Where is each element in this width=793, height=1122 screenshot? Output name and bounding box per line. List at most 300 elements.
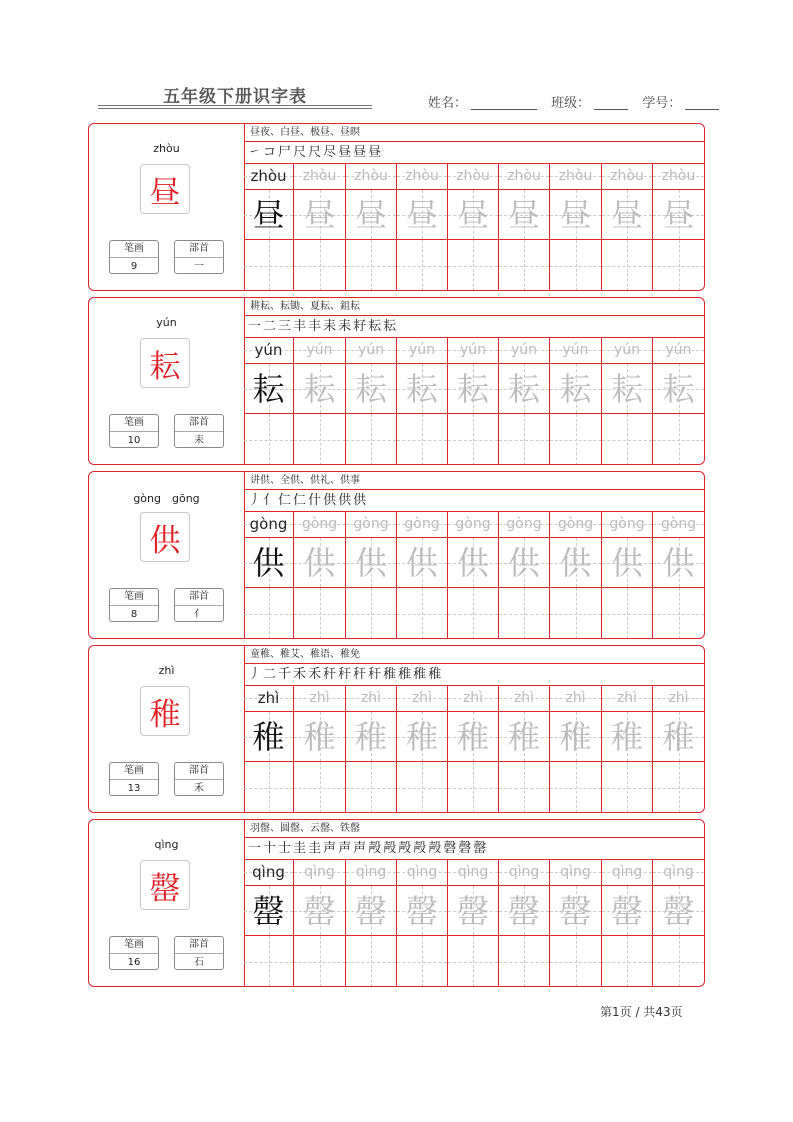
stroke-step: 耒 (323, 319, 337, 334)
pinyin-trace-cell (550, 512, 602, 538)
empty-writing-cell[interactable] (602, 240, 653, 291)
pinyin-model: qìng (252, 863, 285, 881)
main-character: 供 (140, 512, 190, 562)
name-label: 姓名： (428, 96, 468, 111)
empty-writing-cell[interactable] (294, 588, 346, 639)
character-model-cell (244, 190, 294, 240)
empty-writing-cell[interactable] (244, 762, 294, 813)
character-trace: 供 (610, 544, 643, 582)
stroke-step: 一 (248, 319, 262, 334)
character-trace-cell (448, 712, 499, 762)
stroke-count-value: 13 (127, 783, 141, 794)
class-blank[interactable] (594, 109, 628, 110)
stroke-step: 士 (278, 841, 292, 856)
class-label: 班级： (551, 96, 591, 111)
pinyin-trace: gòng (609, 516, 645, 532)
pinyin-trace-cell (602, 338, 653, 364)
character-model: 稚 (252, 718, 285, 756)
number-blank[interactable] (685, 109, 719, 110)
pinyin-trace-cell (448, 686, 499, 712)
radical-label: 部首 (175, 589, 223, 606)
pinyin-trace-cell (602, 512, 653, 538)
stroke-step: 殸 (398, 841, 412, 856)
radical-box (174, 936, 224, 970)
character-trace: 稚 (610, 718, 643, 756)
pinyin-trace: zhòu (354, 168, 388, 184)
character-trace: 耘 (507, 370, 540, 408)
character-trace-cell (602, 712, 653, 762)
empty-writing-cell[interactable] (499, 240, 550, 291)
character-info-panel (89, 646, 245, 812)
character-card (88, 819, 705, 987)
empty-writing-cell[interactable] (550, 588, 602, 639)
character-model-cell (244, 364, 294, 414)
character-trace-cell (346, 364, 397, 414)
pinyin-trace-cell (499, 164, 550, 190)
character-trace-cell (397, 190, 448, 240)
stroke-step: 声 (338, 841, 352, 856)
character-trace-cell (499, 538, 550, 588)
character-trace: 罄 (456, 892, 489, 930)
character-trace-cell (653, 190, 704, 240)
pinyin-trace: yún (510, 342, 538, 358)
empty-writing-cell[interactable] (244, 414, 294, 465)
empty-writing-cell[interactable] (448, 240, 499, 291)
stroke-step: 耘 (383, 319, 397, 334)
character-trace-cell (346, 712, 397, 762)
stroke-count-box (109, 936, 159, 970)
character-trace: 罄 (405, 892, 438, 930)
stroke-step: 千 (278, 667, 292, 682)
character-trace-cell (294, 712, 346, 762)
stroke-step: 禾 (308, 667, 322, 682)
stroke-step: 禾 (293, 667, 307, 682)
empty-writing-cell[interactable] (550, 936, 602, 987)
pinyin-trace: qìng (304, 864, 335, 880)
pinyin-trace-cell (653, 164, 704, 190)
stroke-step: 仁 (293, 493, 307, 508)
empty-writing-cell[interactable] (448, 588, 499, 639)
pinyin-model-cell (244, 338, 294, 364)
character-trace: 供 (405, 544, 438, 582)
stroke-order-row (244, 838, 704, 860)
character-card (88, 123, 705, 291)
character-trace: 稚 (405, 718, 438, 756)
empty-writing-cell[interactable] (499, 936, 550, 987)
pinyin-trace: zhì (616, 690, 638, 706)
pinyin-trace: yún (357, 342, 385, 358)
empty-writing-cell[interactable] (294, 414, 346, 465)
stroke-step: 供 (323, 493, 337, 508)
stroke-step: 什 (308, 493, 322, 508)
pinyin-trace: zhì (513, 690, 535, 706)
pinyin-trace: gòng (301, 516, 338, 532)
character-trace-cell (448, 538, 499, 588)
character-trace: 罄 (354, 892, 387, 930)
empty-writing-cell[interactable] (448, 414, 499, 465)
character-trace: 稚 (303, 718, 336, 756)
stroke-step: 尺 (308, 145, 322, 160)
empty-writing-cell[interactable] (448, 762, 499, 813)
character-trace: 罄 (662, 892, 695, 930)
pinyin-trace: zhì (360, 690, 382, 706)
pinyin-trace-cell (653, 860, 704, 886)
stroke-step: 圭 (308, 841, 322, 856)
empty-writing-cell[interactable] (499, 762, 550, 813)
pinyin-trace: qìng (663, 864, 694, 880)
stroke-step: 一 (248, 841, 262, 856)
empty-writing-cell[interactable] (653, 414, 704, 465)
character-trace-cell (499, 190, 550, 240)
pinyin-trace-cell (294, 338, 346, 364)
pinyin-trace: gòng (506, 516, 542, 532)
practice-panel (244, 298, 704, 464)
pinyin-trace: zhòu (456, 168, 490, 184)
character-trace: 昼 (610, 196, 643, 234)
pinyin-trace-cell (294, 686, 346, 712)
stroke-step: 稚 (413, 667, 427, 682)
pinyin-trace-cell (346, 164, 397, 190)
character-trace: 耘 (610, 370, 643, 408)
stroke-count-label: 笔画 (110, 241, 158, 258)
practice-panel (244, 820, 704, 986)
stroke-step: コ (263, 145, 277, 160)
character-trace: 供 (559, 544, 592, 582)
character-trace: 耘 (559, 370, 592, 408)
empty-writing-cell[interactable] (653, 936, 704, 987)
radical-value: 耒 (194, 435, 204, 446)
character-trace: 供 (303, 544, 336, 582)
empty-writing-cell[interactable] (448, 936, 499, 987)
pinyin-trace: gòng (557, 516, 594, 532)
empty-writing-cell[interactable] (397, 762, 448, 813)
pinyin-trace-cell (346, 860, 397, 886)
character-trace: 供 (507, 544, 540, 582)
empty-writing-cell[interactable] (653, 588, 704, 639)
pinyin-trace-cell (448, 338, 499, 364)
stroke-step: 耒 (338, 319, 352, 334)
stroke-order-row (244, 142, 704, 164)
stroke-step: 秆 (323, 667, 337, 682)
character-trace-cell (602, 886, 653, 936)
pinyin-model: yún (254, 341, 283, 359)
pinyin-trace: qìng (611, 864, 643, 880)
character-trace: 稚 (507, 718, 540, 756)
stroke-count-label: 笔画 (110, 937, 158, 954)
character-trace: 供 (354, 544, 387, 582)
empty-writing-cell[interactable] (397, 414, 448, 465)
character-trace-cell (550, 538, 602, 588)
stroke-step: 三 (278, 319, 292, 334)
example-words: 羽罄、圆罄、云罄、铁罄 (244, 820, 704, 838)
character-trace-cell (653, 886, 704, 936)
character-trace-cell (346, 538, 397, 588)
character-trace-cell (294, 190, 346, 240)
character-trace: 罄 (559, 892, 592, 930)
pinyin-model-cell (244, 686, 294, 712)
stroke-step: 丰 (308, 319, 322, 334)
character-model-cell (244, 538, 294, 588)
pinyin-trace-cell (448, 164, 499, 190)
character-trace-cell (294, 886, 346, 936)
radical-value: 一 (194, 261, 204, 272)
radical-box (174, 414, 224, 448)
character-trace: 稚 (354, 718, 387, 756)
pinyin-model-cell (244, 860, 294, 886)
pinyin-trace-cell (346, 512, 397, 538)
stroke-step: 昼 (353, 145, 367, 160)
stroke-step: 尸 (278, 145, 292, 160)
pinyin-trace-cell (550, 860, 602, 886)
character-trace: 稚 (456, 718, 489, 756)
character-card (88, 471, 705, 639)
pinyin-trace-cell (397, 860, 448, 886)
pinyin-trace-cell (653, 686, 704, 712)
pinyin-label: zhì (158, 664, 175, 677)
pinyin-trace-cell (448, 512, 499, 538)
empty-writing-cell[interactable] (294, 240, 346, 291)
practice-panel (244, 124, 704, 290)
stroke-count-label: 笔画 (110, 589, 158, 606)
empty-writing-cell[interactable] (244, 240, 294, 291)
stroke-step: 昼 (368, 145, 382, 160)
character-trace: 供 (456, 544, 489, 582)
empty-writing-cell[interactable] (397, 936, 448, 987)
pinyin-trace: zhòu (661, 168, 696, 184)
pinyin-trace: zhòu (558, 168, 593, 184)
pinyin-trace: zhòu (507, 168, 541, 184)
empty-writing-cell[interactable] (499, 414, 550, 465)
empty-writing-cell[interactable] (653, 762, 704, 813)
pinyin-trace: zhòu (302, 168, 337, 184)
empty-writing-cell[interactable] (346, 762, 397, 813)
character-trace: 罄 (610, 892, 643, 930)
pinyin-trace-cell (346, 686, 397, 712)
character-trace-cell (397, 364, 448, 414)
character-trace-cell (346, 190, 397, 240)
radical-box (174, 588, 224, 622)
radical-label: 部首 (175, 763, 223, 780)
character-trace-cell (397, 538, 448, 588)
empty-writing-cell[interactable] (397, 240, 448, 291)
character-trace: 罄 (303, 892, 336, 930)
radical-value: 石 (194, 957, 204, 968)
pinyin-trace-cell (550, 164, 602, 190)
empty-writing-cell[interactable] (550, 762, 602, 813)
empty-writing-cell[interactable] (294, 936, 346, 987)
pinyin-label: yún (156, 316, 177, 329)
character-trace-cell (448, 886, 499, 936)
character-trace: 昼 (405, 196, 438, 234)
stroke-step: 丰 (293, 319, 307, 334)
pinyin-trace: yún (665, 342, 692, 358)
empty-writing-cell[interactable] (294, 762, 346, 813)
radical-box (174, 240, 224, 274)
stroke-count-value: 9 (130, 261, 138, 272)
title-underline (98, 105, 372, 106)
pinyin-label: zhòu (153, 142, 180, 155)
character-trace: 昼 (456, 196, 489, 234)
pinyin-trace: yún (408, 342, 436, 358)
stroke-step: 秆 (368, 667, 382, 682)
empty-writing-cell[interactable] (397, 588, 448, 639)
page-header (0, 0, 793, 120)
pinyin-trace-cell (602, 164, 653, 190)
empty-writing-cell[interactable] (346, 414, 397, 465)
pinyin-trace-cell (346, 338, 397, 364)
stroke-order-row (244, 664, 704, 686)
stroke-step: ㇀ (248, 145, 262, 160)
pinyin-trace: qìng (355, 864, 387, 880)
pinyin-trace: gòng (660, 516, 697, 532)
radical-value: 亻 (194, 609, 204, 620)
page-number: 第1页 / 共43页 (600, 1005, 683, 1019)
character-card (88, 297, 705, 465)
empty-writing-cell[interactable] (602, 588, 653, 639)
character-trace: 昼 (559, 196, 592, 234)
stroke-step: 圭 (293, 841, 307, 856)
example-words: 耕耘、耘锄、夏耘、鉏耘 (244, 298, 704, 316)
main-character: 耘 (140, 338, 190, 388)
character-model-cell (244, 712, 294, 762)
stroke-step: 二 (263, 667, 277, 682)
empty-writing-cell[interactable] (346, 588, 397, 639)
practice-panel (244, 472, 704, 638)
stroke-count-box (109, 762, 159, 796)
pinyin-trace: qìng (406, 864, 438, 880)
pinyin-trace-cell (448, 860, 499, 886)
character-trace-cell (653, 712, 704, 762)
stroke-step: 仁 (278, 493, 292, 508)
character-trace-cell (448, 190, 499, 240)
character-trace-cell (602, 190, 653, 240)
stroke-step: 磬 (443, 841, 457, 856)
pinyin-trace-cell (499, 512, 550, 538)
empty-writing-cell[interactable] (602, 414, 653, 465)
pinyin-trace: zhì (309, 690, 330, 706)
stroke-count-label: 笔画 (110, 763, 158, 780)
character-trace: 耘 (405, 370, 438, 408)
stroke-step: 丿 (248, 667, 262, 682)
pinyin-trace: qìng (560, 864, 591, 880)
stroke-order-row (244, 490, 704, 512)
stroke-step: 稚 (428, 667, 442, 682)
stroke-order-row (244, 316, 704, 338)
stroke-step: 殸 (428, 841, 442, 856)
pinyin-label: gòng gōng (133, 492, 200, 505)
pinyin-trace: gòng (353, 516, 389, 532)
stroke-step: 丿 (248, 493, 262, 508)
pinyin-trace-cell (550, 686, 602, 712)
pinyin-trace-cell (653, 338, 704, 364)
character-model: 罄 (252, 892, 285, 930)
pinyin-trace-cell (294, 164, 346, 190)
stroke-count-label: 笔画 (110, 415, 158, 432)
empty-writing-cell[interactable] (244, 588, 294, 639)
empty-writing-cell[interactable] (602, 762, 653, 813)
character-trace: 昼 (303, 196, 336, 234)
pinyin-trace-cell (602, 860, 653, 886)
pinyin-trace: zhòu (610, 168, 644, 184)
pinyin-trace-cell (499, 860, 550, 886)
empty-writing-cell[interactable] (244, 936, 294, 987)
pinyin-trace-cell (397, 164, 448, 190)
character-trace-cell (294, 364, 346, 414)
empty-writing-cell[interactable] (346, 240, 397, 291)
pinyin-trace-cell (499, 686, 550, 712)
stroke-count-value: 8 (130, 609, 138, 620)
pinyin-trace-cell (499, 338, 550, 364)
pinyin-trace-cell (397, 512, 448, 538)
example-words: 童稚、稚艾、稚语、稚免 (244, 646, 704, 664)
radical-value: 禾 (194, 783, 204, 794)
character-trace-cell (550, 712, 602, 762)
stroke-step: 声 (323, 841, 337, 856)
character-trace-cell (294, 538, 346, 588)
stroke-step: 殸 (383, 841, 397, 856)
character-trace-cell (602, 538, 653, 588)
radical-label: 部首 (175, 415, 223, 432)
character-trace: 罄 (507, 892, 540, 930)
pinyin-trace-cell (397, 338, 448, 364)
character-trace-cell (550, 886, 602, 936)
character-info-panel (89, 124, 245, 290)
name-blank[interactable] (471, 109, 537, 110)
empty-writing-cell[interactable] (550, 414, 602, 465)
student-info (428, 92, 719, 111)
empty-writing-cell[interactable] (499, 588, 550, 639)
stroke-step: 磬 (458, 841, 472, 856)
practice-panel (244, 646, 704, 812)
stroke-count-box (109, 414, 159, 448)
character-trace-cell (397, 712, 448, 762)
character-trace: 供 (662, 544, 695, 582)
stroke-step: 秆 (353, 667, 367, 682)
pinyin-trace: zhì (668, 690, 689, 706)
pinyin-trace: yún (306, 342, 333, 358)
empty-writing-cell[interactable] (346, 936, 397, 987)
page-title: 五年级下册识字表 (163, 87, 307, 107)
character-model-cell (244, 886, 294, 936)
empty-writing-cell[interactable] (653, 240, 704, 291)
example-words: 讲供、全供、供礼、供事 (244, 472, 704, 490)
character-trace-cell (499, 712, 550, 762)
stroke-step: 尺 (293, 145, 307, 160)
radical-label: 部首 (175, 937, 223, 954)
main-character: 罄 (140, 860, 190, 910)
stroke-step: 殸 (368, 841, 382, 856)
stroke-step: 稚 (383, 667, 397, 682)
pinyin-trace: gòng (455, 516, 491, 532)
stroke-step: 供 (353, 493, 367, 508)
main-character: 昼 (140, 164, 190, 214)
pinyin-label: qìng (154, 838, 179, 851)
pinyin-trace: gòng (404, 516, 440, 532)
character-info-panel (89, 472, 245, 638)
pinyin-model-cell (244, 512, 294, 538)
pinyin-trace: zhòu (405, 168, 439, 184)
pinyin-trace: yún (459, 342, 487, 358)
pinyin-model: zhòu (250, 167, 287, 185)
character-trace-cell (602, 364, 653, 414)
character-trace-cell (397, 886, 448, 936)
character-trace: 耘 (303, 370, 336, 408)
pinyin-trace: zhì (565, 690, 586, 706)
pinyin-trace-cell (294, 860, 346, 886)
empty-writing-cell[interactable] (550, 240, 602, 291)
empty-writing-cell[interactable] (602, 936, 653, 987)
stroke-count-box (109, 588, 159, 622)
